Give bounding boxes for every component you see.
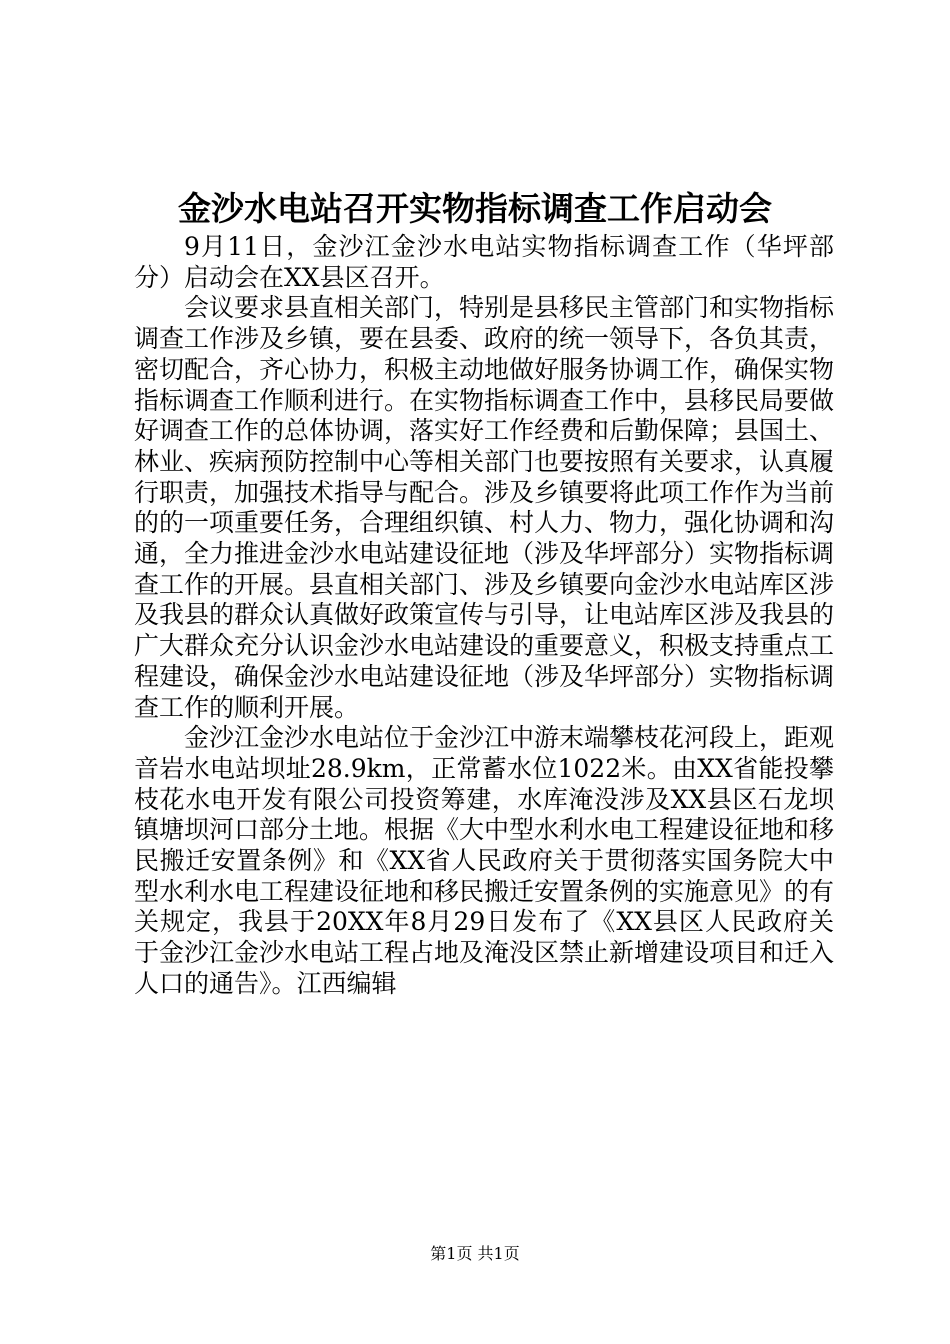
paragraph-2: 会议要求县直相关部门，特别是县移民主管部门和实物指标调查工作涉及乡镇，要在县委、政府的统一领导下，各负其责，密切配合，齐心协力，积极主动地做好服务协调工作，确保实物指标调查工作顺利进行。在实物指标调查工作中，县移民局要做好调查工作的总体协调，落实好工作经费和后勤保障；县国土、林业、疾病预防控制中心等相关部门也要按照有关要求，认真履行职责，加强技术指导与配合。涉及乡镇要将此项工作作为当前的的一项重要任务，合理组织镇、村人力、物力，强化协调和沟通，全力推进金沙水电站建设征地（涉及华坪部分）实物指标调查工作的开展。县直相关部门、涉及乡镇要向金沙水电站库区涉及我县的群众认真做好政策宣传与引导，让电站库区涉及我县的广大群众充分认识金沙水电站建设的重要意义，积极支持重点工程建设，确保金沙水电站建设征地（涉及华坪部分）实物指标调查工作的顺利开展。 <box>134 293 835 722</box>
paragraph-3: 金沙江金沙水电站位于金沙江中游末端攀枝花河段上，距观音岩水电站坝址28.9km，正常蓄水位1022米。由XX省能投攀枝花水电开发有限公司投资筹建，水库淹没涉及XX县区石龙坝镇塘坝河口部分土地。根据《大中型水利水电工程建设征地和移民搬迁安置条例》和《XX省人民政府关于贯彻落实国务院大中型水利水电工程建设征地和移民搬迁安置条例的实施意见》的有关规定，我县于20XX年8月29日发布了《XX县区人民政府关于金沙江金沙水电站工程占地及淹没区禁止新增建设项目和迁入人口的通告》。江西编辑 <box>134 723 835 998</box>
document-title: 金沙水电站召开实物指标调查工作启动会 <box>178 189 772 228</box>
page-footer: 第1页 共1页 <box>430 1244 520 1263</box>
paragraph-1: 9月11日，金沙江金沙水电站实物指标调查工作（华坪部分）启动会在XX县区召开。 <box>134 232 834 292</box>
document-body <box>134 232 834 1000</box>
